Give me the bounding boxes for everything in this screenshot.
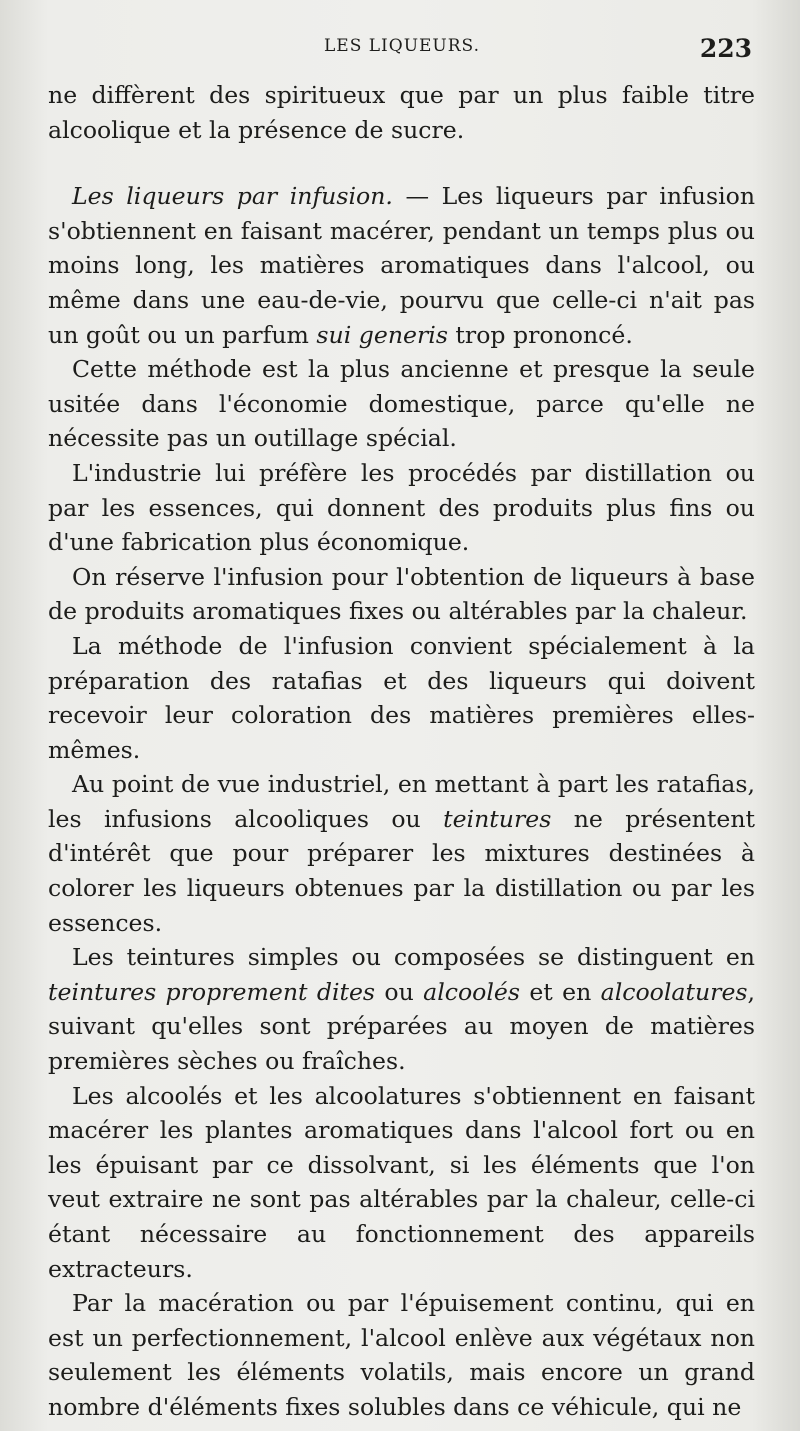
- paragraph-text: ne diffèrent des spiritueux que par un plus faible titre alcoolique et la présence de sucre.: [48, 81, 755, 144]
- paragraph-text: Les alcoolés et les alcoolatures s'obtiennent en faisant macérer les plantes aromatiques dans l'alcool fort ou en les épuisant par ce dissolvant, si les éléments que l'on veut extraire ne sont pas altérables par la chaleur, celle-ci étant nécessaire au fonctionnement des appareils extracteurs.: [48, 1081, 755, 1283]
- paragraph: [48, 767, 755, 940]
- page-number: 223: [699, 34, 752, 63]
- paragraph: [48, 1286, 755, 1424]
- italic-term: alcoolés: [423, 977, 520, 1006]
- italic-term: teintures: [443, 804, 552, 833]
- paragraph: [48, 456, 755, 560]
- page-header: [48, 34, 756, 64]
- paragraph-text: Au point de vue industriel, en mettant à part les ratafias, les infusions alcooliques ou: [48, 770, 755, 833]
- italic-term: alcoolatures: [600, 977, 748, 1006]
- running-head: LES LIQUEURS.: [324, 36, 480, 56]
- paragraph: [48, 352, 755, 456]
- paragraph-text: ne présentent d'intérêt que pour préparer les mixtures destinées à colorer les liqueurs obtenues par la distillation ou par les essences.: [48, 804, 755, 937]
- italic-term: sui generis: [316, 320, 448, 349]
- paragraph-text: — Les liqueurs par infusion s'obtiennent en faisant macérer, pendant un temps plus ou moins long, les matières aromatiques dans l'alcool, ou même dans une eau-de-vie, pourvu que celle-ci n'ait pas un goût ou un parfum: [48, 182, 756, 349]
- paragraph: [48, 78, 755, 147]
- paragraph-text: ou: [375, 977, 424, 1006]
- paragraph-text: Cette méthode est la plus ancienne et presque la seule usitée dans l'économie domestique, parce qu'elle ne nécessite pas un outillage spécial.: [48, 355, 755, 453]
- paragraph: [48, 940, 755, 1078]
- paragraph-text: On réserve l'infusion pour l'obtention de liqueurs à base de produits aromatiques fixes ou altérables par la chaleur.: [48, 562, 755, 626]
- paragraph-text: trop prononcé.: [447, 320, 633, 349]
- paragraph-text: et en: [520, 977, 601, 1006]
- paragraph-text: Par la macération ou par l'épuisement continu, qui en est un perfectionnement, l'alcool enlève aux végétaux non seulement les éléments volatils, mais encore un grand nombre d'éléments fixes solubles dans ce véhicule, qui ne: [48, 1289, 755, 1421]
- paragraph-text: L'industrie lui préfère les procédés par distillation ou par les essences, qui donnent des produits plus fins ou d'une fabrication plus économique.: [48, 458, 755, 557]
- paragraph-text: Les teintures simples ou composées se distinguent en: [72, 943, 755, 972]
- paragraph-text: La méthode de l'infusion convient spécialement à la préparation des ratafias et des liqueurs qui doivent recevoir leur coloration des matières premières elles-mêmes.: [48, 631, 755, 764]
- paragraph: [48, 560, 755, 629]
- paragraph: [48, 629, 755, 767]
- section-paragraph: [48, 179, 755, 352]
- italic-term: teintures proprement dites: [48, 977, 376, 1006]
- paragraph-text: , suivant qu'elles sont préparées au moyen de matières premières sèches ou fraîches.: [48, 977, 756, 1076]
- body-text: [48, 78, 755, 1425]
- paragraph: [48, 1079, 755, 1287]
- section-heading: Les liqueurs par infusion.: [72, 182, 393, 211]
